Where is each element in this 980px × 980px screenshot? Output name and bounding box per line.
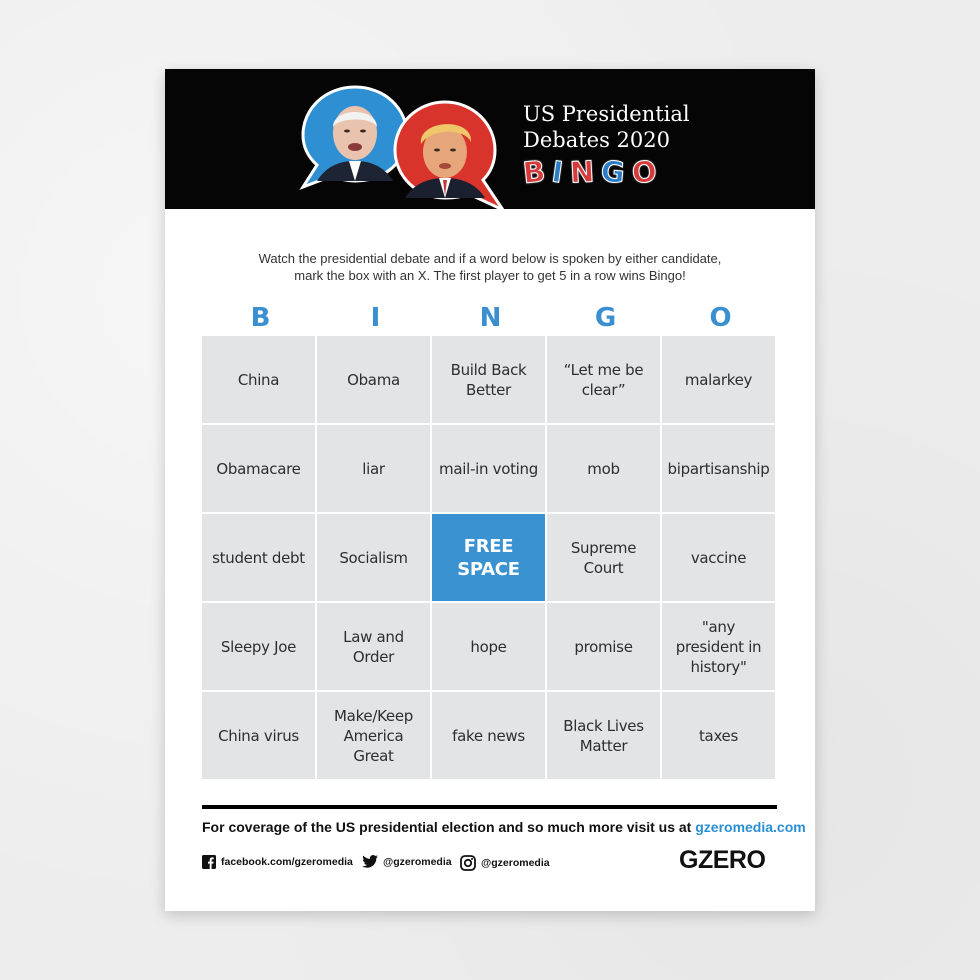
twitter-label: @gzeromedia — [383, 855, 452, 868]
bingo-cell[interactable]: Sleepy Joe — [202, 603, 315, 690]
bingo-cell[interactable]: fake news — [432, 692, 545, 779]
facebook-handle[interactable] — [202, 855, 353, 869]
title-line-1: US Presidential — [523, 102, 690, 126]
bingo-cell[interactable]: Make/Keep America Great — [317, 692, 430, 779]
coverage-line — [202, 819, 806, 835]
bingo-grid — [202, 336, 775, 779]
column-headers — [203, 303, 778, 333]
bingo-cell[interactable]: "any president in history" — [662, 603, 775, 690]
bingo-cell[interactable]: mail-in voting — [432, 425, 545, 512]
coverage-text: For coverage of the US presidential election and so much more visit us at — [202, 819, 692, 835]
column-header-b: B — [250, 303, 271, 333]
bingo-letter-n: N — [569, 154, 597, 190]
bingo-letter-g: G — [599, 153, 628, 191]
page-title — [523, 101, 690, 153]
bingo-cell[interactable]: liar — [317, 425, 430, 512]
bingo-cell[interactable]: China virus — [202, 692, 315, 779]
bingo-wordmark — [523, 155, 658, 189]
instagram-label: @gzeromedia — [481, 857, 550, 869]
bingo-cell[interactable]: “Let me be clear” — [547, 336, 660, 423]
instructions-line-2: mark the box with an X. The first player to get 5 in a row wins Bingo! — [294, 268, 686, 283]
column-header-o: O — [709, 303, 732, 333]
bingo-letter-o: O — [630, 153, 660, 191]
bingo-cell[interactable]: promise — [547, 603, 660, 690]
gzero-logo: GZERO — [679, 846, 766, 874]
bingo-cell[interactable]: Build Back Better — [432, 336, 545, 423]
bingo-letter-b: B — [521, 153, 548, 191]
bingo-cell[interactable]: student debt — [202, 514, 315, 601]
facebook-label: facebook.com/gzeromedia — [221, 856, 353, 868]
red-speech-bubble-portrait — [387, 98, 507, 214]
bingo-cell[interactable]: taxes — [662, 692, 775, 779]
bingo-cell[interactable]: Law and Order — [317, 603, 430, 690]
column-header-n: N — [479, 303, 502, 333]
instagram-icon — [460, 855, 476, 871]
bingo-cell[interactable]: malarkey — [662, 336, 775, 423]
bingo-cell[interactable]: Socialism — [317, 514, 430, 601]
bingo-cell[interactable]: Black Lives Matter — [547, 692, 660, 779]
instructions-line-1: Watch the presidential debate and if a word below is spoken by either candidate, — [258, 251, 722, 266]
coverage-link[interactable]: gzeromedia.com — [695, 819, 806, 835]
bingo-cell[interactable]: vaccine — [662, 514, 775, 601]
instagram-handle[interactable] — [460, 855, 550, 871]
bingo-card-sheet — [165, 69, 815, 911]
bingo-cell[interactable]: China — [202, 336, 315, 423]
footer-divider — [202, 805, 777, 809]
bingo-cell[interactable]: Obama — [317, 336, 430, 423]
bingo-cell[interactable]: bipartisanship — [662, 425, 775, 512]
free-space-cell: FREE SPACE — [432, 514, 545, 601]
twitter-icon — [362, 855, 378, 868]
bingo-cell[interactable]: Supreme Court — [547, 514, 660, 601]
facebook-icon — [202, 855, 216, 869]
title-line-2: Debates 2020 — [523, 128, 670, 152]
bingo-cell[interactable]: mob — [547, 425, 660, 512]
bingo-cell[interactable]: hope — [432, 603, 545, 690]
instructions — [205, 250, 775, 284]
header-banner — [165, 69, 815, 209]
column-header-i: I — [370, 303, 381, 333]
column-header-g: G — [594, 303, 617, 333]
bingo-cell[interactable]: Obamacare — [202, 425, 315, 512]
twitter-handle[interactable] — [362, 855, 452, 868]
bingo-letter-i: I — [549, 154, 567, 190]
